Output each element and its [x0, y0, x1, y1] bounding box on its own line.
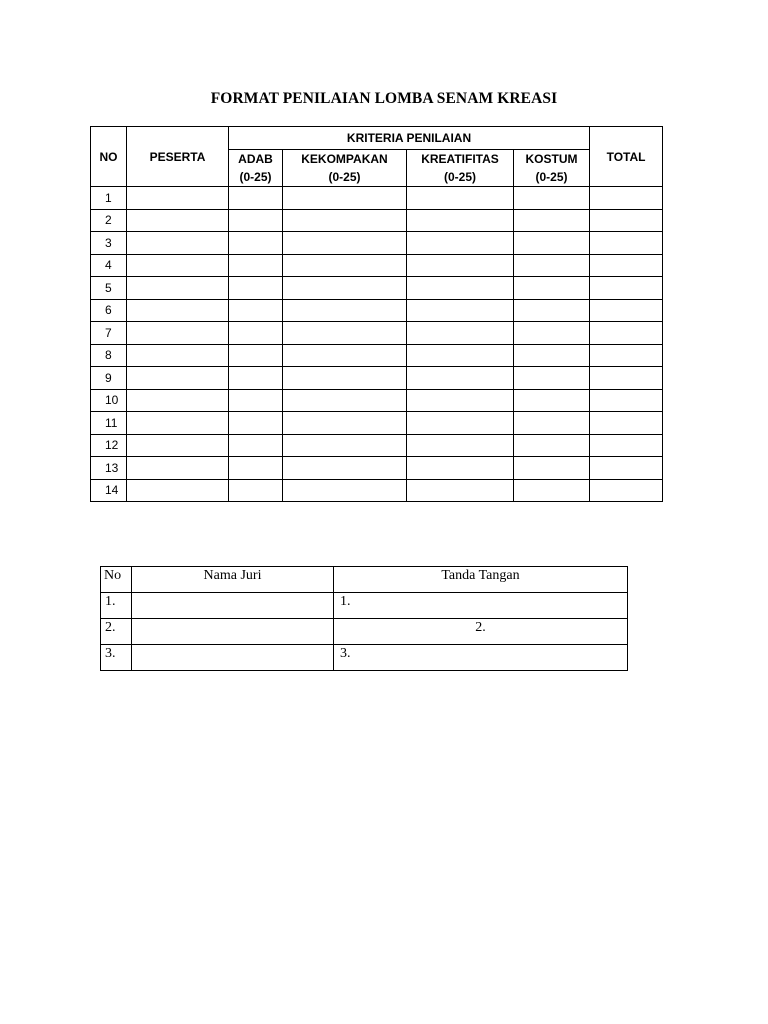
peserta-cell[interactable]	[127, 367, 229, 390]
kreatifitas-score-cell[interactable]	[407, 389, 514, 412]
criterion-range: (0-25)	[535, 170, 568, 184]
score-row	[91, 367, 663, 390]
kekompakan-score-cell[interactable]	[283, 367, 407, 390]
kekompakan-score-cell[interactable]	[283, 187, 407, 210]
score-table	[90, 126, 663, 502]
document-title: FORMAT PENILAIAN LOMBA SENAM KREASI	[210, 90, 558, 107]
kreatifitas-score-cell[interactable]	[407, 322, 514, 345]
row-no: 3	[91, 232, 127, 255]
header-peserta: PESERTA	[127, 127, 229, 187]
total-cell[interactable]	[590, 367, 663, 390]
kostum-score-cell[interactable]	[514, 412, 590, 435]
row-no: 6	[91, 299, 127, 322]
peserta-cell[interactable]	[127, 232, 229, 255]
adab-score-cell[interactable]	[229, 322, 283, 345]
kekompakan-score-cell[interactable]	[283, 322, 407, 345]
peserta-cell[interactable]	[127, 277, 229, 300]
kekompakan-score-cell[interactable]	[283, 254, 407, 277]
kostum-score-cell[interactable]	[514, 277, 590, 300]
header-criterion-adab	[229, 150, 283, 187]
kostum-score-cell[interactable]	[514, 209, 590, 232]
peserta-cell[interactable]	[127, 299, 229, 322]
score-row	[91, 299, 663, 322]
row-no: 11	[91, 412, 127, 435]
jury-signature-cell[interactable]: 3.	[334, 645, 628, 671]
kekompakan-score-cell[interactable]	[283, 299, 407, 322]
jury-signature-cell[interactable]: 1.	[334, 593, 628, 619]
kreatifitas-score-cell[interactable]	[407, 209, 514, 232]
adab-score-cell[interactable]	[229, 457, 283, 480]
adab-score-cell[interactable]	[229, 209, 283, 232]
jury-header-no: No	[101, 567, 132, 593]
peserta-cell[interactable]	[127, 254, 229, 277]
kreatifitas-score-cell[interactable]	[407, 367, 514, 390]
header-criterion-kostum	[514, 150, 590, 187]
score-row	[91, 412, 663, 435]
kreatifitas-score-cell[interactable]	[407, 232, 514, 255]
total-cell[interactable]	[590, 389, 663, 412]
kreatifitas-score-cell[interactable]	[407, 479, 514, 502]
kreatifitas-score-cell[interactable]	[407, 434, 514, 457]
kreatifitas-score-cell[interactable]	[407, 187, 514, 210]
kostum-score-cell[interactable]	[514, 299, 590, 322]
adab-score-cell[interactable]	[229, 187, 283, 210]
kekompakan-score-cell[interactable]	[283, 389, 407, 412]
jury-name-cell[interactable]	[132, 593, 334, 619]
adab-score-cell[interactable]	[229, 254, 283, 277]
total-cell[interactable]	[590, 322, 663, 345]
kostum-score-cell[interactable]	[514, 434, 590, 457]
score-row	[91, 322, 663, 345]
score-row	[91, 187, 663, 210]
kekompakan-score-cell[interactable]	[283, 344, 407, 367]
criterion-range: (0-25)	[328, 170, 361, 184]
adab-score-cell[interactable]	[229, 389, 283, 412]
kreatifitas-score-cell[interactable]	[407, 412, 514, 435]
peserta-cell[interactable]	[127, 209, 229, 232]
total-cell[interactable]	[590, 412, 663, 435]
adab-score-cell[interactable]	[229, 479, 283, 502]
row-no: 12	[91, 434, 127, 457]
criterion-label: KOSTUM	[525, 152, 578, 166]
peserta-cell[interactable]	[127, 187, 229, 210]
criterion-range: (0-25)	[443, 170, 476, 184]
kostum-score-cell[interactable]	[514, 457, 590, 480]
total-cell[interactable]	[590, 254, 663, 277]
kekompakan-score-cell[interactable]	[283, 434, 407, 457]
row-no: 2	[91, 209, 127, 232]
peserta-cell[interactable]	[127, 412, 229, 435]
kostum-score-cell[interactable]	[514, 187, 590, 210]
jury-row	[101, 593, 628, 619]
kekompakan-score-cell[interactable]	[283, 277, 407, 300]
header-no: NO	[91, 127, 127, 187]
jury-row-no: 2.	[101, 619, 132, 645]
jury-header-nama-juri: Nama Juri	[132, 567, 334, 593]
total-cell[interactable]	[590, 434, 663, 457]
adab-score-cell[interactable]	[229, 299, 283, 322]
kekompakan-score-cell[interactable]	[283, 479, 407, 502]
adab-score-cell[interactable]	[229, 412, 283, 435]
kostum-score-cell[interactable]	[514, 389, 590, 412]
row-no: 1	[91, 187, 127, 210]
kostum-score-cell[interactable]	[514, 479, 590, 502]
jury-row-no: 1.	[101, 593, 132, 619]
score-row	[91, 277, 663, 300]
jury-row	[101, 619, 628, 645]
header-total: TOTAL	[590, 127, 663, 187]
score-row	[91, 254, 663, 277]
jury-row-no: 3.	[101, 645, 132, 671]
score-row	[91, 434, 663, 457]
criterion-range: (0-25)	[239, 170, 272, 184]
row-no: 13	[91, 457, 127, 480]
row-no: 4	[91, 254, 127, 277]
adab-score-cell[interactable]	[229, 367, 283, 390]
peserta-cell[interactable]	[127, 457, 229, 480]
total-cell[interactable]	[590, 232, 663, 255]
score-row	[91, 457, 663, 480]
kreatifitas-score-cell[interactable]	[407, 254, 514, 277]
adab-score-cell[interactable]	[229, 434, 283, 457]
kostum-score-cell[interactable]	[514, 367, 590, 390]
kreatifitas-score-cell[interactable]	[407, 457, 514, 480]
kekompakan-score-cell[interactable]	[283, 209, 407, 232]
row-no: 10	[91, 389, 127, 412]
adab-score-cell[interactable]	[229, 344, 283, 367]
total-cell[interactable]	[590, 457, 663, 480]
jury-header-tanda-tangan: Tanda Tangan	[334, 567, 628, 593]
kekompakan-score-cell[interactable]	[283, 232, 407, 255]
score-row	[91, 389, 663, 412]
peserta-cell[interactable]	[127, 344, 229, 367]
row-no: 5	[91, 277, 127, 300]
total-cell[interactable]	[590, 479, 663, 502]
row-no: 14	[91, 479, 127, 502]
adab-score-cell[interactable]	[229, 277, 283, 300]
row-no: 8	[91, 344, 127, 367]
adab-score-cell[interactable]	[229, 232, 283, 255]
peserta-cell[interactable]	[127, 322, 229, 345]
header-criterion-kreatifitas	[407, 150, 514, 187]
kekompakan-score-cell[interactable]	[283, 457, 407, 480]
total-cell[interactable]	[590, 344, 663, 367]
kostum-score-cell[interactable]	[514, 254, 590, 277]
jury-row	[101, 645, 628, 671]
total-cell[interactable]	[590, 187, 663, 210]
score-row	[91, 479, 663, 502]
row-no: 7	[91, 322, 127, 345]
kreatifitas-score-cell[interactable]	[407, 344, 514, 367]
score-row	[91, 344, 663, 367]
total-cell[interactable]	[590, 209, 663, 232]
kostum-score-cell[interactable]	[514, 344, 590, 367]
criterion-label: KEKOMPAKAN	[301, 152, 388, 166]
jury-signature-cell[interactable]: 2.	[334, 619, 628, 645]
peserta-cell[interactable]	[127, 479, 229, 502]
score-row	[91, 209, 663, 232]
header-kriteria-penilaian: KRITERIA PENILAIAN	[229, 127, 590, 150]
jury-name-cell[interactable]	[132, 619, 334, 645]
score-row	[91, 232, 663, 255]
row-no: 9	[91, 367, 127, 390]
kostum-score-cell[interactable]	[514, 322, 590, 345]
jury-table	[100, 566, 628, 671]
criterion-label: KREATIFITAS	[421, 152, 499, 166]
peserta-cell[interactable]	[127, 389, 229, 412]
criterion-label: ADAB	[238, 152, 273, 166]
header-criterion-kekompakan	[283, 150, 407, 187]
total-cell[interactable]	[590, 299, 663, 322]
total-cell[interactable]	[590, 277, 663, 300]
peserta-cell[interactable]	[127, 434, 229, 457]
kekompakan-score-cell[interactable]	[283, 412, 407, 435]
kreatifitas-score-cell[interactable]	[407, 277, 514, 300]
kostum-score-cell[interactable]	[514, 232, 590, 255]
jury-name-cell[interactable]	[132, 645, 334, 671]
kreatifitas-score-cell[interactable]	[407, 299, 514, 322]
